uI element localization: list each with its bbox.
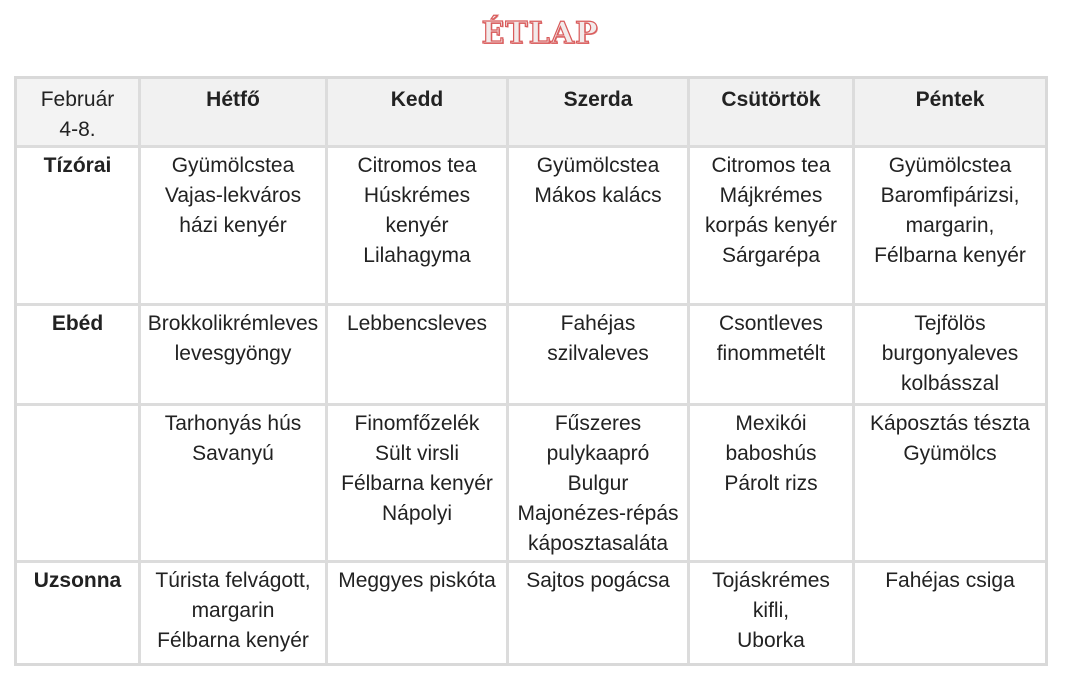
menu-cell-uzsonna-wednesday <box>509 563 690 663</box>
menu-cell-tizorai-wednesday <box>509 148 690 306</box>
day-header-thursday: Csütörtök <box>690 79 855 148</box>
menu-item: Citromos tea <box>357 154 477 177</box>
day-header-wednesday: Szerda <box>509 79 690 148</box>
date-range-header <box>17 79 141 148</box>
menu-item: Sárgarépa <box>721 244 821 267</box>
menu-item: Mákos kalács <box>534 184 662 207</box>
menu-cell-ebed2-wednesday <box>509 406 690 563</box>
menu-row-uzsonna <box>17 563 1045 663</box>
menu-item: Húskrémes <box>363 184 471 207</box>
header-row <box>17 79 1045 148</box>
menu-cell-ebed1-tuesday <box>328 306 509 406</box>
meal-label-ebed2 <box>17 406 141 563</box>
menu-item: Tejfölös <box>914 312 986 335</box>
menu-cell-ebed2-friday <box>855 406 1045 563</box>
menu-item: Félbarna kenyér <box>341 472 493 495</box>
menu-item: Majonézes-répás <box>517 502 679 525</box>
menu-item: Vajas-lekváros <box>164 184 302 207</box>
menu-item: Finomfőzelék <box>354 412 480 435</box>
menu-cell-ebed2-monday <box>141 406 328 563</box>
menu-cell-ebed2-tuesday <box>328 406 509 563</box>
menu-item: Citromos tea <box>711 154 831 177</box>
menu-item: Félbarna kenyér <box>874 244 1026 267</box>
menu-table <box>14 76 1048 666</box>
menu-item: Sajtos pogácsa <box>526 569 670 592</box>
date-days: 4-8. <box>59 118 96 141</box>
menu-row-ebed1 <box>17 306 1045 406</box>
menu-item: pulykaapró <box>546 442 650 465</box>
menu-item: finommetélt <box>716 342 826 365</box>
menu-item: Nápolyi <box>381 502 453 525</box>
menu-item: Baromfipárizsi, <box>880 184 1020 207</box>
menu-item: Brokkolikrémleves <box>147 312 319 335</box>
menu-row-ebed2 <box>17 406 1045 563</box>
menu-item: Fahéjas csiga <box>885 569 1015 592</box>
menu-cell-ebed1-friday <box>855 306 1045 406</box>
menu-item: baboshús <box>725 442 817 465</box>
menu-item: házi kenyér <box>179 214 287 237</box>
menu-item: korpás kenyér <box>705 214 837 237</box>
menu-item: Lilahagyma <box>363 244 471 267</box>
menu-item: káposztasaláta <box>527 532 669 555</box>
page-title: ÉTLAP <box>481 16 599 51</box>
day-header-monday: Hétfő <box>141 79 328 148</box>
menu-cell-tizorai-thursday <box>690 148 855 306</box>
menu-item: Uborka <box>737 629 805 652</box>
menu-cell-uzsonna-friday <box>855 563 1045 663</box>
meal-label-ebed1: Ebéd <box>17 306 141 406</box>
menu-item: Savanyú <box>192 442 274 465</box>
menu-item: margarin <box>191 599 275 622</box>
meal-label-uzsonna: Uzsonna <box>17 563 141 663</box>
menu-item: levesgyöngy <box>174 342 292 365</box>
menu-item: Gyümölcstea <box>888 154 1012 177</box>
menu-cell-tizorai-tuesday <box>328 148 509 306</box>
menu-cell-tizorai-friday <box>855 148 1045 306</box>
menu-cell-ebed1-wednesday <box>509 306 690 406</box>
day-header-tuesday: Kedd <box>328 79 509 148</box>
menu-row-tizorai <box>17 148 1045 306</box>
menu-item: Fahéjas <box>560 312 636 335</box>
menu-item: Bulgur <box>567 472 629 495</box>
menu-item: Sült virsli <box>374 442 459 465</box>
menu-item: Tojáskrémes <box>712 569 830 592</box>
menu-cell-ebed2-thursday <box>690 406 855 563</box>
date-month: Február <box>40 88 115 111</box>
menu-cell-uzsonna-tuesday <box>328 563 509 663</box>
menu-item: Fűszeres <box>554 412 642 435</box>
menu-item: margarin, <box>905 214 995 237</box>
menu-item: Gyümölcs <box>903 442 997 465</box>
menu-item: kenyér <box>385 214 449 237</box>
menu-cell-tizorai-monday <box>141 148 328 306</box>
day-header-friday: Péntek <box>855 79 1045 148</box>
menu-item: Párolt rizs <box>724 472 818 495</box>
menu-item: Félbarna kenyér <box>157 629 309 652</box>
menu-cell-uzsonna-monday <box>141 563 328 663</box>
menu-item: kolbásszal <box>900 372 1000 395</box>
meal-label-tizorai: Tízórai <box>17 148 141 306</box>
menu-item: Mexikói <box>735 412 807 435</box>
menu-item: burgonyaleves <box>881 342 1019 365</box>
menu-item: Csontleves <box>719 312 823 335</box>
menu-item: Tarhonyás hús <box>164 412 302 435</box>
menu-item: Meggyes piskóta <box>338 569 496 592</box>
menu-item: Lebbencsleves <box>346 312 488 335</box>
menu-item: Májkrémes <box>719 184 823 207</box>
menu-item: Gyümölcstea <box>171 154 295 177</box>
menu-cell-uzsonna-thursday <box>690 563 855 663</box>
menu-item: Káposztás tészta <box>870 412 1030 435</box>
menu-item: szilvaleves <box>547 342 649 365</box>
menu-item: Gyümölcstea <box>536 154 660 177</box>
menu-cell-ebed1-monday <box>141 306 328 406</box>
menu-item: Túrista felvágott, <box>155 569 311 592</box>
menu-cell-ebed1-thursday <box>690 306 855 406</box>
menu-item: kifli, <box>752 599 790 622</box>
